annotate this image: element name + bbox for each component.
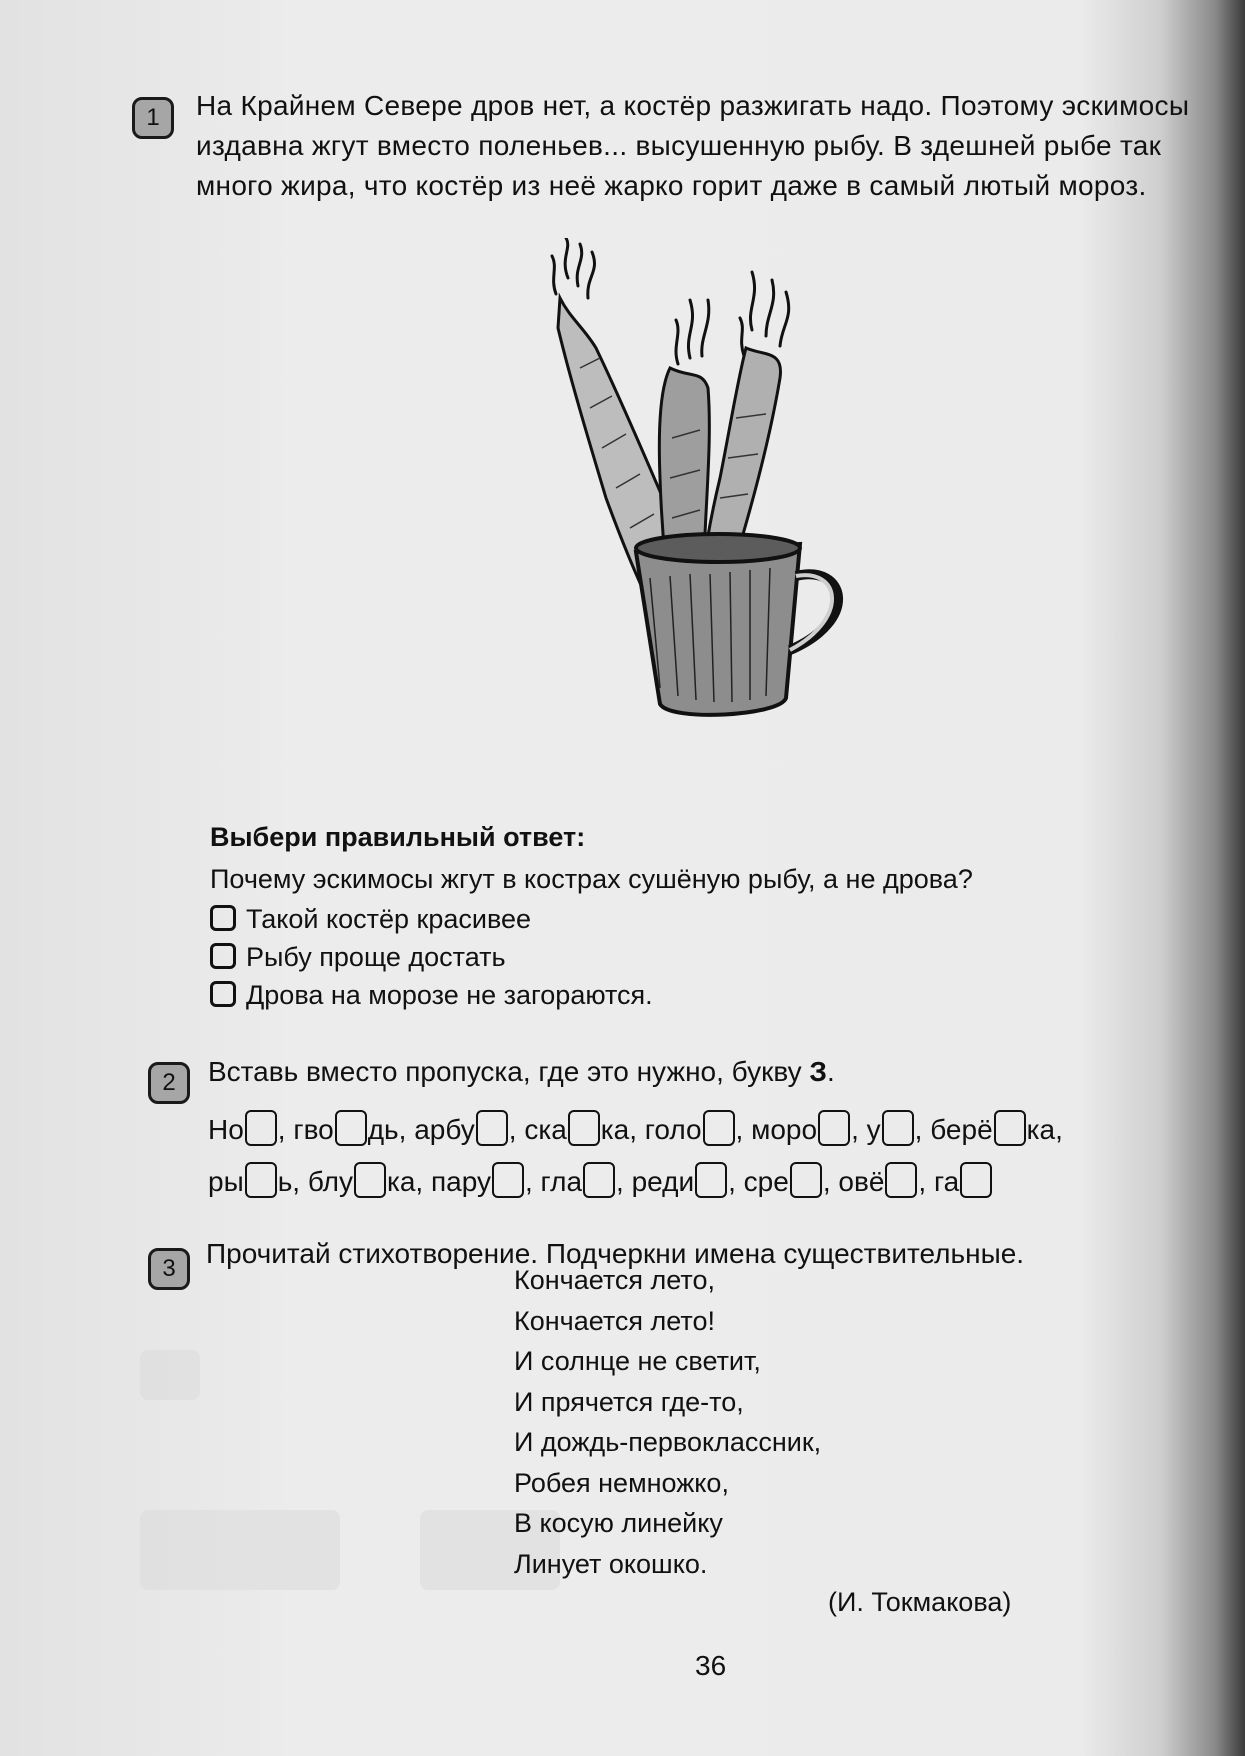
show-through [140, 1350, 200, 1400]
letter-gap[interactable] [568, 1110, 600, 1146]
task-1-text-line: много жира, что костёр из неё жарко горит даже в самый лютый мороз. [196, 170, 1147, 201]
task-2-words-row-2: ры ь, блу ка, пару , гла , реди , сре , овё , га [208, 1162, 993, 1198]
letter-gap[interactable] [476, 1110, 508, 1146]
poem-line: Линует окошко. [514, 1548, 708, 1579]
question-text: Почему эскимосы жгут в кострах сушёную рыбу, а не дрова? [210, 864, 973, 894]
answer-option[interactable]: Рыбу проще достать [210, 942, 506, 973]
letter-gap[interactable] [994, 1110, 1026, 1146]
letter-gap[interactable] [583, 1162, 615, 1198]
checkbox-icon[interactable] [210, 905, 236, 931]
letter-gap[interactable] [335, 1110, 367, 1146]
letter-gap[interactable] [885, 1162, 917, 1198]
mug-rim [636, 534, 800, 562]
poem-line: И солнце не светит, [514, 1346, 761, 1376]
checkbox-icon[interactable] [210, 943, 236, 969]
task-2-instruction: Вставь вместо пропуска, где это нужно, букву З. [208, 1056, 835, 1087]
task-3-number: 3 [148, 1248, 190, 1290]
checkbox-icon[interactable] [210, 981, 236, 1007]
poem-line: Кончается лето! [514, 1305, 715, 1336]
poem-line: И дождь-первоклассник, [514, 1427, 822, 1457]
letter-gap[interactable] [245, 1110, 277, 1146]
task-2-number: 2 [148, 1062, 190, 1104]
letter-gap[interactable] [492, 1162, 524, 1198]
letter-gap[interactable] [354, 1162, 386, 1198]
fish-fire-illustration [540, 238, 920, 730]
answer-option[interactable]: Дрова на морозе не загораются. [210, 980, 653, 1011]
poem-line: И прячется где-то, [514, 1386, 744, 1417]
question-title: Выбери правильный ответ: [210, 822, 586, 852]
task-1-text-line: издавна жгут вместо поленьев... высушенную рыбу. В здешней рыбе так [196, 130, 1162, 161]
letter-gap[interactable] [703, 1110, 735, 1146]
poem-line: В косую линейку [514, 1508, 723, 1538]
poem [514, 1260, 821, 1584]
poem-line: Робея немножко, [514, 1467, 729, 1498]
letter-gap[interactable] [960, 1162, 992, 1198]
mug-body [636, 544, 800, 715]
letter-gap[interactable] [882, 1110, 914, 1146]
letter-z: З [809, 1056, 827, 1087]
letter-gap[interactable] [790, 1162, 822, 1198]
task-1-number: 1 [132, 97, 174, 139]
poem-author: (И. Токмакова) [828, 1587, 1012, 1617]
task-3-instruction: Прочитай стихотворение. Подчеркни имена существительные. [206, 1238, 1025, 1269]
answer-option[interactable]: Такой костёр красивее [210, 904, 531, 935]
task-1-text-line: На Крайнем Севере дров нет, а костёр разжигать надо. Поэтому эскимосы [196, 90, 1190, 121]
letter-gap[interactable] [695, 1162, 727, 1198]
task-2-words-row-1: Но , гво дь, арбу , ска ка, голо , моро , у , берё ка, [208, 1110, 1063, 1146]
poem-line: Кончается лето, [514, 1265, 715, 1295]
page-number: 36 [695, 1650, 727, 1681]
letter-gap[interactable] [245, 1162, 277, 1198]
show-through [140, 1510, 340, 1590]
letter-gap[interactable] [818, 1110, 850, 1146]
